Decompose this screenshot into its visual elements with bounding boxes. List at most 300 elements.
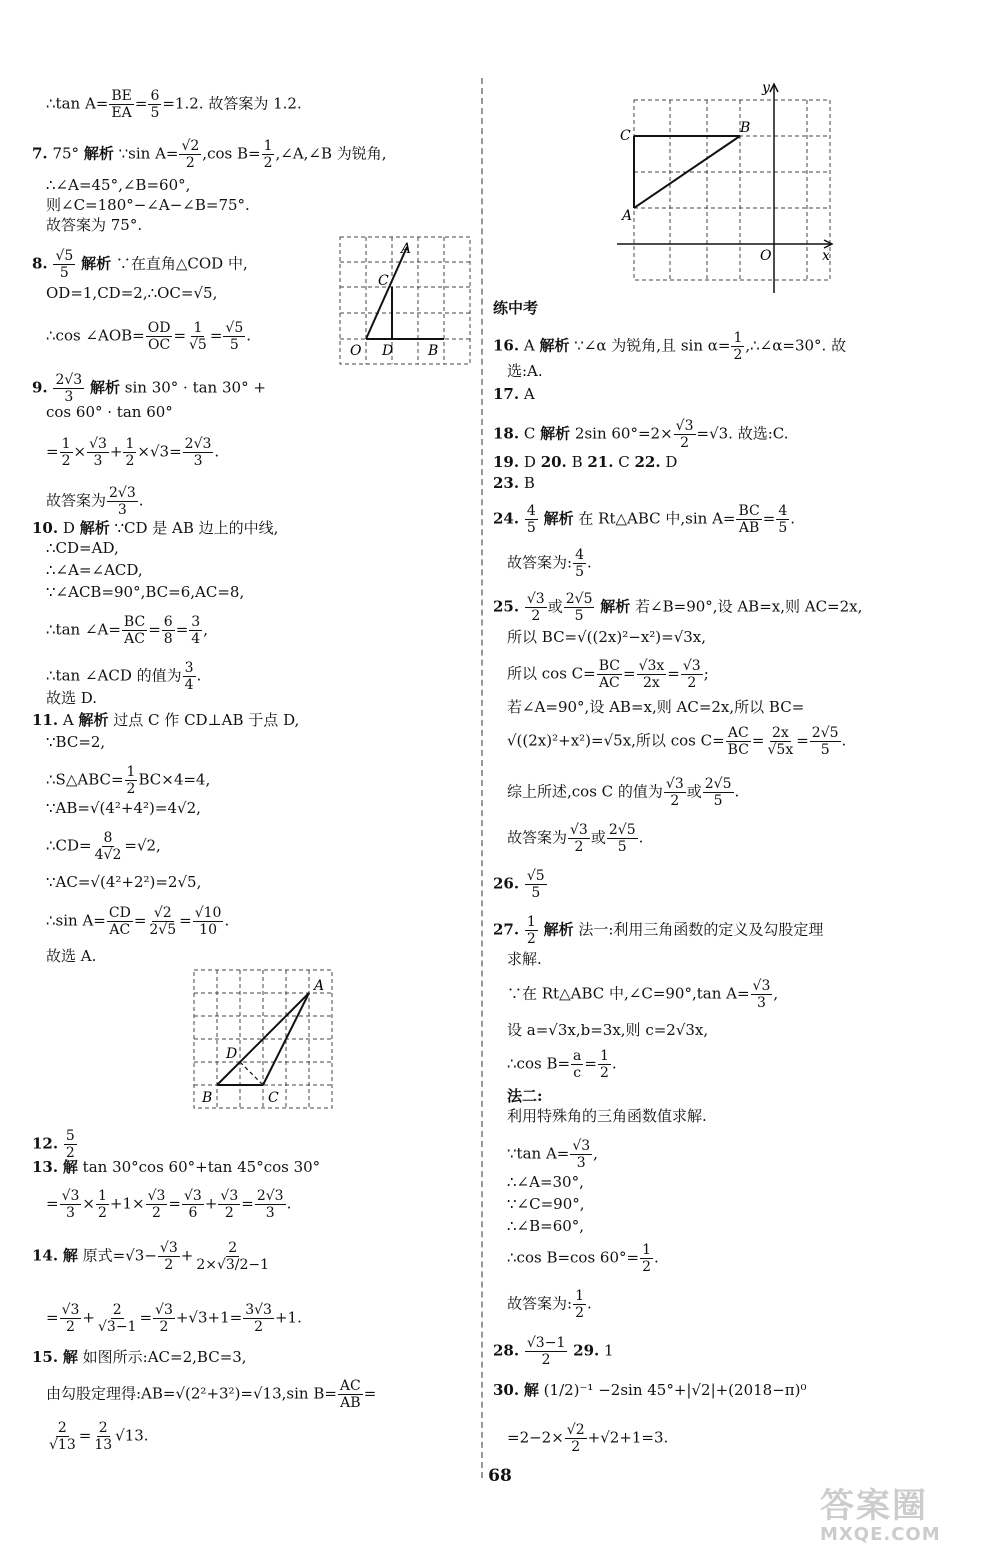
fraction xyxy=(525,591,547,624)
fraction-denominator: 2 xyxy=(152,1205,161,1221)
left-line xyxy=(32,372,266,405)
page-number: 68 xyxy=(488,1466,512,1486)
text-segment: = xyxy=(78,1426,92,1445)
fraction-numerator: √3 xyxy=(752,978,771,994)
right-line xyxy=(493,868,548,901)
text-segment: 综上所述,cos C 的值为 xyxy=(507,782,663,801)
right-line xyxy=(507,547,592,580)
fraction-numerator: 1 xyxy=(97,1188,107,1204)
fraction xyxy=(751,978,773,1011)
fraction xyxy=(664,776,686,809)
text-segment: =2−2× xyxy=(507,1428,564,1447)
text-segment: ,∴∠α=30°. 故 xyxy=(745,336,847,355)
text-segment: =√3. 故选:C. xyxy=(696,424,789,443)
text-segment: . xyxy=(246,326,252,345)
fraction-denominator: BC xyxy=(727,742,749,758)
text-segment: . xyxy=(586,1294,592,1313)
right-line xyxy=(507,658,709,691)
left-line xyxy=(46,436,219,469)
text-segment: = xyxy=(209,326,223,345)
fraction-denominator: 3 xyxy=(93,453,103,469)
fraction xyxy=(810,725,841,758)
text-segment: ∵AC=√(4²+2²)=2√5, xyxy=(46,873,202,891)
fraction xyxy=(338,1378,363,1411)
fraction xyxy=(640,1242,653,1275)
fraction xyxy=(570,1138,592,1171)
fraction-denominator: AC xyxy=(124,631,145,647)
text-segment: = xyxy=(46,1194,59,1213)
question-number: 29. xyxy=(573,1341,600,1360)
text-segment: ∴tan ∠A= xyxy=(46,620,121,639)
left-line xyxy=(46,872,201,892)
fraction-denominator: 2 xyxy=(526,931,536,947)
text-segment: 75° xyxy=(52,144,84,163)
fraction xyxy=(243,1302,274,1335)
fraction-numerator: √3 xyxy=(159,1240,178,1256)
fraction-numerator: √3 xyxy=(147,1188,166,1204)
text-segment: . xyxy=(196,666,202,685)
fraction-numerator: 1 xyxy=(642,1242,652,1258)
question-number: 9. xyxy=(32,378,48,397)
right-line xyxy=(507,1138,598,1171)
text-segment: ,cos B= xyxy=(202,144,261,163)
question-number: 26. xyxy=(493,874,520,893)
left-line xyxy=(46,830,161,863)
text-segment: √13. xyxy=(115,1426,149,1445)
fraction xyxy=(193,905,224,938)
fraction-denominator: 5 xyxy=(575,564,584,580)
fraction xyxy=(146,1188,168,1221)
fraction-numerator: 2√5 xyxy=(811,725,839,741)
text-segment: = xyxy=(175,620,189,639)
fraction-numerator: 2√5 xyxy=(608,822,636,838)
fraction-denominator: 2 xyxy=(575,1305,584,1321)
fraction-numerator: 2x xyxy=(771,725,789,741)
keyword-label: 解析 xyxy=(600,597,631,616)
fraction-numerator: 2√3 xyxy=(55,372,83,388)
left-line xyxy=(46,614,208,647)
text-segment: ∴sin A= xyxy=(46,911,106,930)
text-segment: ∵CD 是 AB 边上的中线, xyxy=(109,519,279,537)
fraction xyxy=(525,1335,567,1368)
text-segment: = xyxy=(762,509,776,528)
right-line xyxy=(507,949,542,969)
text-segment: ∵在直角△COD 中, xyxy=(111,254,248,273)
text-segment: . xyxy=(790,509,796,528)
text-segment: (1/2)⁻¹ −2sin 45°+|√2|+(2018−π)⁰ xyxy=(538,1381,807,1399)
question-number: 8. xyxy=(32,254,48,273)
text-segment: =1.2. 故答案为 1.2. xyxy=(162,94,302,113)
fraction xyxy=(189,614,202,647)
right-line xyxy=(507,697,804,717)
fraction-denominator: 3 xyxy=(265,1205,275,1221)
fraction xyxy=(125,764,138,797)
text-segment: × xyxy=(73,442,87,461)
text-segment: ∵∠ACB=90°,BC=6,AC=8, xyxy=(46,583,245,601)
fig15-label-y: y xyxy=(762,80,770,96)
fraction-denominator: √5x xyxy=(767,742,794,758)
text-segment: B xyxy=(523,474,535,492)
fraction-numerator: 1 xyxy=(599,1048,609,1064)
fraction-numerator: OD xyxy=(147,320,171,336)
left-line xyxy=(46,798,201,818)
right-line xyxy=(507,361,543,381)
fraction xyxy=(262,138,275,171)
fraction-denominator: 5 xyxy=(150,105,160,121)
fraction-denominator: 2 xyxy=(65,1145,75,1161)
question-number: 19. xyxy=(493,453,520,471)
fraction-denominator: 2 xyxy=(733,347,743,363)
text-segment: ∴tan ∠ACD 的值为 xyxy=(46,666,182,685)
fraction-numerator: √3 xyxy=(572,1138,591,1154)
fraction xyxy=(93,830,124,863)
fig15-label-a: A xyxy=(622,208,633,224)
text-segment: 故答案为 xyxy=(46,491,107,510)
fig15-label-c: C xyxy=(620,128,631,144)
text-segment: 如图所示:AC=2,BC=3, xyxy=(77,1348,247,1366)
fraction-denominator: 5 xyxy=(778,520,788,536)
text-segment: 选:A. xyxy=(507,362,543,380)
question-number: 17. xyxy=(493,385,520,403)
text-segment: = xyxy=(133,911,147,930)
right-line xyxy=(507,978,778,1011)
fraction-denominator: 2 xyxy=(263,155,273,171)
text-segment: 故答案为: xyxy=(507,553,573,572)
text-segment: . xyxy=(611,1054,617,1073)
fraction-numerator: BE xyxy=(111,88,132,104)
question-number: 28. xyxy=(493,1341,520,1360)
fraction-denominator: 2 xyxy=(541,1352,551,1368)
fraction-denominator: 6 xyxy=(188,1205,198,1221)
left-line xyxy=(46,88,302,121)
keyword-label: 解析 xyxy=(543,509,574,528)
text-segment: ∴∠B=60°, xyxy=(507,1217,585,1235)
text-segment: 故答案为 xyxy=(507,828,568,847)
fraction-denominator: 2 xyxy=(126,781,136,797)
left-line xyxy=(46,1188,291,1221)
question-number: 15. xyxy=(32,1348,59,1366)
fraction xyxy=(153,1302,175,1335)
fraction-denominator: 5 xyxy=(574,608,584,624)
fraction xyxy=(87,436,109,469)
fig11-label-b: B xyxy=(202,1090,213,1106)
text-segment: = xyxy=(751,731,765,750)
fraction xyxy=(726,725,751,758)
fraction-denominator: AB xyxy=(738,520,760,536)
text-segment: . xyxy=(224,911,230,930)
fraction-denominator: 13 xyxy=(94,1437,113,1453)
text-segment: ∵tan A= xyxy=(507,1144,570,1163)
left-line xyxy=(32,518,278,538)
text-segment: . xyxy=(734,782,740,801)
fraction xyxy=(637,658,667,691)
fraction-numerator: √3 xyxy=(526,591,545,607)
question-number: 14. xyxy=(32,1246,59,1265)
fraction-denominator: 2 xyxy=(599,1065,609,1081)
text-segment: + xyxy=(109,442,123,461)
fraction xyxy=(107,905,133,938)
question-number: 13. xyxy=(32,1158,59,1176)
fraction xyxy=(565,1422,587,1455)
fraction-numerator: a xyxy=(573,1048,582,1064)
fraction-denominator: 5 xyxy=(229,337,239,353)
text-segment: 或 xyxy=(686,782,702,801)
fraction-denominator: 4 xyxy=(184,677,194,693)
right-line xyxy=(507,776,739,809)
fraction-numerator: 1 xyxy=(526,914,536,930)
question-number: 30. xyxy=(493,1381,520,1399)
fraction-numerator: 4 xyxy=(778,503,788,519)
fraction-denominator: 5 xyxy=(59,265,69,281)
text-segment: 故答案为 75°. xyxy=(46,216,143,234)
fraction xyxy=(123,436,136,469)
fraction xyxy=(122,614,147,647)
fraction xyxy=(598,1048,611,1081)
question-number: 11. xyxy=(32,711,59,729)
keyword-label: 解析 xyxy=(78,711,109,729)
text-segment: A xyxy=(62,711,79,729)
text-segment: 或 xyxy=(547,597,563,616)
fraction-numerator: 2√5 xyxy=(704,776,732,792)
fraction xyxy=(564,591,595,624)
text-segment: ∵在 Rt△ABC 中,∠C=90°,tan A= xyxy=(507,984,750,1003)
fraction-denominator: 2 xyxy=(642,1259,652,1275)
text-segment: + xyxy=(82,1308,95,1327)
fraction-denominator: 2 xyxy=(254,1319,264,1335)
text-segment: 过点 C 作 CD⊥AB 于点 D, xyxy=(108,711,300,729)
left-line xyxy=(46,732,105,752)
fraction-denominator: 2 xyxy=(159,1319,169,1335)
fraction-denominator: √5 xyxy=(189,337,207,353)
right-line xyxy=(507,1288,592,1321)
right-line xyxy=(507,725,846,758)
right-line xyxy=(493,418,788,451)
fraction-numerator: √3 xyxy=(665,776,684,792)
text-segment: tan 30°cos 60°+tan 45°cos 30° xyxy=(77,1158,321,1176)
fraction-denominator: AB xyxy=(340,1395,361,1411)
fraction-numerator: BC xyxy=(123,614,146,630)
text-segment: = xyxy=(667,664,680,683)
text-segment: + xyxy=(204,1194,218,1213)
left-line xyxy=(46,1378,376,1411)
text-segment: ∴CD= xyxy=(46,836,92,855)
question-number: 23. xyxy=(493,474,520,492)
question-number: 16. xyxy=(493,336,520,355)
text-segment: C xyxy=(613,453,635,471)
keyword-label: 解析 xyxy=(543,920,574,939)
fraction-denominator: 2 xyxy=(185,155,195,171)
fraction-denominator: c xyxy=(573,1065,582,1081)
column-divider xyxy=(481,78,483,1478)
text-segment: . xyxy=(138,491,144,510)
right-line xyxy=(507,1106,707,1126)
fraction-numerator: √2 xyxy=(153,905,172,921)
fraction-numerator: 2 xyxy=(112,1302,122,1318)
text-segment: +1× xyxy=(109,1194,145,1213)
fraction-numerator: 1 xyxy=(733,330,743,346)
left-line xyxy=(32,248,248,281)
text-segment: D xyxy=(62,519,80,537)
left-line xyxy=(46,560,143,580)
text-segment: . xyxy=(214,442,220,461)
left-line xyxy=(46,538,119,558)
text-segment: 若∠B=90°,设 AB=x,则 AC=2x, xyxy=(630,597,863,616)
fraction-denominator: 2 xyxy=(97,1205,107,1221)
fraction xyxy=(765,725,795,758)
question-number: 25. xyxy=(493,597,520,616)
left-line xyxy=(32,138,387,171)
fraction-denominator: 2 xyxy=(687,675,697,691)
text-segment: = xyxy=(46,1308,59,1327)
keyword-label: 解 xyxy=(62,1348,78,1366)
right-line xyxy=(493,452,677,472)
fraction-denominator: 5 xyxy=(617,839,627,855)
keyword-label: 解析 xyxy=(539,336,570,355)
fraction-numerator: √3 xyxy=(89,436,107,452)
text-segment: ∴CD=AD, xyxy=(46,539,119,557)
text-segment: ×√3= xyxy=(137,442,182,461)
fig8-label-c: C xyxy=(378,273,389,289)
text-segment: . xyxy=(638,828,644,847)
left-line xyxy=(32,1347,247,1367)
fraction-numerator: √3 xyxy=(570,822,588,838)
left-line xyxy=(46,402,173,422)
fraction-denominator: 2 xyxy=(66,1319,75,1335)
right-line xyxy=(507,1048,617,1081)
text-segment: = xyxy=(241,1194,254,1213)
fraction-denominator: EA xyxy=(111,105,132,121)
text-segment: ∵BC=2, xyxy=(46,733,106,751)
fig8-label-d: D xyxy=(382,343,394,359)
fraction-numerator: √3 xyxy=(155,1302,173,1318)
fraction xyxy=(148,88,161,121)
fraction-denominator: 5 xyxy=(820,742,830,758)
text-segment: +√3+1= xyxy=(175,1308,243,1327)
left-line xyxy=(46,946,96,966)
text-segment: +√2+1=3. xyxy=(587,1428,669,1447)
fraction-numerator: 1 xyxy=(126,764,136,780)
fraction-numerator: 3 xyxy=(191,614,201,630)
fig11-label-c: C xyxy=(268,1090,279,1106)
fraction-numerator: √3 xyxy=(220,1188,239,1204)
fraction-denominator: 4 xyxy=(191,631,201,647)
keyword-label: 解 xyxy=(523,1381,539,1399)
fraction-numerator: √2 xyxy=(181,138,200,154)
fraction-numerator: √3 xyxy=(184,1188,202,1204)
fig15-label-x: x xyxy=(822,248,830,264)
fraction-denominator: AC xyxy=(109,922,131,938)
fraction xyxy=(607,822,638,855)
fraction xyxy=(223,320,245,353)
text-segment: 故选 D. xyxy=(46,689,98,707)
fraction-numerator: 2√3 xyxy=(256,1188,284,1204)
text-segment: +1. xyxy=(274,1308,302,1327)
text-segment: . xyxy=(586,553,592,572)
question-number: 21. xyxy=(587,453,614,471)
right-line xyxy=(507,1422,668,1455)
watermark-top: 答案圈 xyxy=(820,1486,928,1526)
text-segment: D xyxy=(523,453,541,471)
text-segment: = xyxy=(46,442,59,461)
fraction-denominator: 3 xyxy=(64,389,74,405)
question-number: 20. xyxy=(540,453,567,471)
fraction-numerator: √5 xyxy=(225,320,244,336)
keyword-label: 解 xyxy=(62,1246,78,1265)
left-line xyxy=(46,485,144,518)
text-segment: 法一:利用三角函数的定义及勾股定理 xyxy=(573,920,824,939)
text-segment: B xyxy=(566,453,588,471)
text-segment: ∴∠A=30°, xyxy=(507,1173,584,1191)
text-segment: A xyxy=(523,336,540,355)
fraction xyxy=(53,372,84,405)
fig11-label-d: D xyxy=(226,1046,238,1062)
fraction-numerator: 2 xyxy=(57,1420,67,1436)
right-line xyxy=(507,627,706,647)
fraction-numerator: 4 xyxy=(526,503,536,519)
fraction-denominator: 2 xyxy=(164,1257,174,1273)
fraction xyxy=(525,868,547,901)
fig8-label-a: A xyxy=(401,241,412,257)
fig11-label-a: A xyxy=(314,978,325,994)
text-segment: ; xyxy=(703,664,709,683)
right-line xyxy=(507,1194,585,1214)
fraction xyxy=(597,658,622,691)
fraction-denominator: 2 xyxy=(531,608,541,624)
text-segment: = xyxy=(168,1194,181,1213)
text-segment: = xyxy=(622,664,636,683)
text-segment: + xyxy=(180,1246,194,1265)
fraction-denominator: √3−1 xyxy=(97,1319,137,1335)
fraction-numerator: 3√3 xyxy=(245,1302,272,1318)
right-line xyxy=(507,1086,543,1106)
fig15-label-o: O xyxy=(760,248,772,264)
fraction-numerator: √3 xyxy=(675,418,694,434)
text-segment: , xyxy=(773,984,779,1003)
fraction-numerator: √3 xyxy=(61,1188,80,1204)
right-line xyxy=(507,1242,659,1275)
fraction xyxy=(96,1302,138,1335)
left-line xyxy=(46,1420,149,1453)
text-segment: , xyxy=(203,620,208,639)
fraction xyxy=(731,330,744,363)
fraction xyxy=(218,1188,240,1221)
fraction-denominator: OC xyxy=(147,337,171,353)
fraction-denominator: 2 xyxy=(125,453,135,469)
fraction-numerator: 1 xyxy=(125,436,135,452)
text-segment: = xyxy=(173,326,187,345)
fraction xyxy=(109,88,134,121)
fraction-numerator: √3 xyxy=(61,1302,80,1318)
text-segment: cos 60° · tan 60° xyxy=(46,403,173,421)
fraction xyxy=(573,547,586,580)
fraction-numerator: AC xyxy=(339,1378,361,1394)
question-number: 12. xyxy=(32,1134,59,1153)
fraction xyxy=(183,660,196,693)
text-segment: = xyxy=(134,94,148,113)
left-line xyxy=(46,195,250,215)
fraction-numerator: 6 xyxy=(163,614,173,630)
right-line xyxy=(493,1380,807,1400)
fraction-numerator: BC xyxy=(598,658,620,674)
text-segment: . xyxy=(841,731,847,750)
text-segment: OD=1,CD=2,∴OC=√5, xyxy=(46,284,218,302)
fraction xyxy=(681,658,703,691)
left-line xyxy=(46,320,251,353)
fraction-numerator: √3 xyxy=(682,658,701,674)
text-segment: = xyxy=(584,1054,597,1073)
fraction xyxy=(60,1302,82,1335)
left-line xyxy=(46,582,244,602)
